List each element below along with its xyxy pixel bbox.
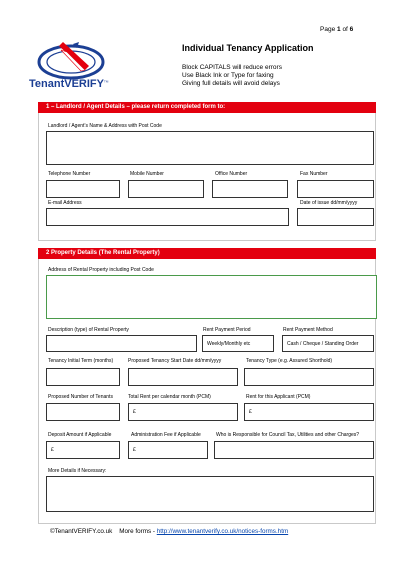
tenancy-type-field[interactable]	[244, 368, 374, 386]
total-rent-label: Total Rent per calendar month (PCM)	[128, 394, 211, 400]
applicant-rent-field[interactable]	[244, 403, 374, 421]
page-current: 1	[337, 26, 341, 33]
council-tax-field[interactable]	[214, 441, 374, 459]
total-rent-field[interactable]	[128, 403, 238, 421]
num-tenants-label: Proposed Number of Tenants	[48, 394, 113, 400]
more-details-label: More Details if Necessary:	[48, 468, 107, 474]
mobile-field[interactable]	[128, 180, 204, 198]
rent-method-field[interactable]	[282, 335, 374, 352]
telephone-field[interactable]	[46, 180, 120, 198]
page-indicator	[320, 26, 353, 33]
initial-term-label: Tenancy Initial Term (months)	[48, 358, 114, 364]
property-address-label: Address of Rental Property including Post Code	[48, 267, 154, 273]
deposit-field[interactable]	[46, 441, 120, 459]
logo-trademark: TM	[103, 79, 109, 84]
property-description-label: Description (type) of Rental Property	[48, 327, 129, 333]
deposit-label: Deposit Amount if Applicable	[48, 432, 112, 438]
logo	[27, 40, 115, 96]
num-tenants-field[interactable]	[46, 403, 120, 421]
rent-period-value: Weekly/Monthly etc	[207, 340, 251, 347]
admin-fee-currency: £	[133, 447, 136, 453]
total-rent-currency: £	[133, 409, 136, 415]
council-tax-label: Who is Responsible for Council Tax, Utilities and other Charges?	[216, 432, 360, 438]
start-date-field[interactable]	[128, 368, 238, 386]
admin-fee-field[interactable]	[128, 441, 208, 459]
more-details-field[interactable]	[46, 476, 374, 512]
initial-term-field[interactable]	[46, 368, 120, 386]
telephone-label: Telephone Number	[48, 171, 91, 177]
section2-heading: 2 Property Details (The Rental Property)	[38, 248, 376, 259]
fax-field[interactable]	[297, 180, 374, 198]
start-date-label: Proposed Tenancy Start Date dd/mm/yyyy	[128, 358, 222, 364]
tenancy-type-label: Tenancy Type (e.g. Assured Shorthold)	[246, 358, 333, 364]
rent-period-label: Rent Payment Period	[203, 327, 251, 333]
email-label: E-mail Address	[48, 200, 82, 206]
footer-copyright: ©TenantVERIFY.co.uk	[50, 528, 113, 535]
logo-text-verify: VERIFY	[64, 78, 104, 90]
date-issue-label: Date of issue dd/mm/yyyy	[300, 200, 358, 206]
page-title: Individual Tenancy Application	[182, 43, 314, 53]
rent-method-label: Rent Payment Method	[283, 327, 333, 333]
logo-text-tenant: Tenant	[29, 78, 65, 90]
email-field[interactable]	[46, 208, 289, 226]
mobile-label: Mobile Number	[130, 171, 164, 177]
footer	[50, 528, 288, 535]
note-full-details: Giving full details will avoid delays	[182, 80, 280, 88]
rent-method-value: Cash / Cheque / Standing Order	[287, 340, 359, 347]
admin-fee-label: Administration Fee if Applicable	[131, 432, 201, 438]
footer-more-forms: More forms -	[119, 528, 155, 535]
office-label: Office Number	[215, 171, 248, 177]
logo-wordmark	[29, 78, 108, 90]
footer-forms-link[interactable]: http://www.tenantverify.co.uk/notices-forms.htm	[156, 528, 289, 535]
note-black-ink: Use Black Ink or Type for faxing	[182, 72, 274, 80]
landlord-name-address-label: Landlord / Agent’s Name & Address with Post Code	[48, 123, 162, 129]
property-description-field[interactable]	[46, 335, 197, 352]
page-label: Page	[320, 26, 336, 33]
section1-heading: 1 – Landlord / Agent Details – please return completed form to:	[38, 102, 376, 113]
date-issue-field[interactable]	[297, 208, 374, 226]
rent-period-field[interactable]	[202, 335, 274, 352]
applicant-rent-currency: £	[249, 409, 252, 415]
applicant-rent-label: Rent for this Applicant (PCM)	[246, 394, 311, 400]
page-of: of	[342, 26, 348, 33]
landlord-name-address-field[interactable]	[46, 131, 374, 165]
page-total: 6	[349, 26, 354, 33]
header-notes	[182, 64, 282, 89]
office-field[interactable]	[212, 180, 288, 198]
deposit-currency: £	[51, 447, 54, 453]
property-address-field[interactable]	[46, 275, 377, 319]
fax-label: Fax Number	[300, 171, 328, 177]
note-capitals: Block CAPITALS will reduce errors	[182, 64, 282, 71]
